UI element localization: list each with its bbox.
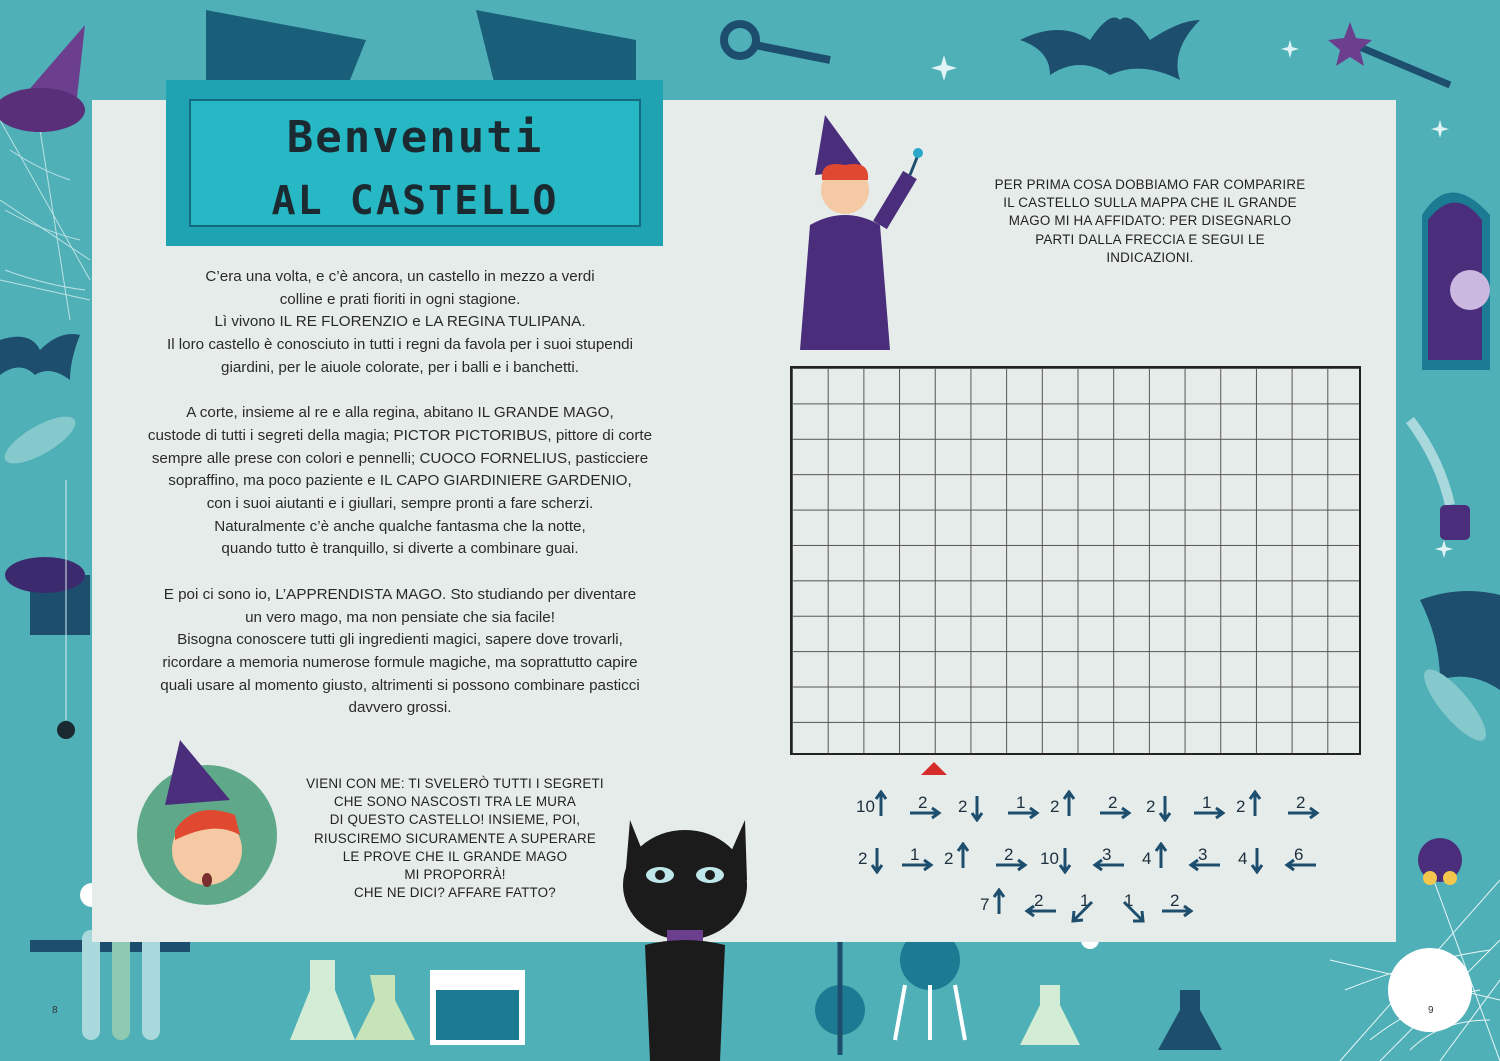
up-arrow-icon [1248,790,1262,818]
direction-count: 2 [944,849,954,868]
direction-count: 3 [1198,845,1208,864]
direction-step [908,790,948,822]
right-arrow-icon [1192,806,1226,820]
direction-step [1114,888,1154,920]
direction-count: 2 [918,793,928,812]
direction-count: 10 [856,797,875,816]
direction-step [1070,888,1110,920]
direction-step [858,842,898,874]
direction-count: 2 [958,797,968,816]
right-arrow-icon [994,858,1028,872]
key-icon [724,24,830,60]
direction-count: 2 [1296,793,1306,812]
spider-icon [1418,838,1462,885]
direction-step [1024,888,1064,920]
direction-step [944,842,984,874]
left-arrow-icon [1188,858,1222,872]
direction-count: 6 [1294,845,1304,864]
apprentice-speech: VIENI CON ME: TI SVELERÒ TUTTI I SEGRETI CHE SONO NASCOSTI TRA LE MURA DI QUESTO CASTELLO! INSIEME, POI, RIUSCIREMO SICURAMENTE A SUPERARE LE PROVE CHE IL GRANDE MAGO MI PROPORRÀ! CHE NE DICI? AFFARE FATTO? [306,776,604,901]
right-arrow-icon [1006,806,1040,820]
quill-icon [1410,420,1470,540]
direction-step [1142,842,1182,874]
down-arrow-icon [1158,794,1172,822]
direction-count: 1 [910,845,920,864]
beaker-icon [430,970,525,1045]
direction-count: 1 [1080,891,1090,910]
map-instructions: PER PRIMA COSA DOBBIAMO FAR COMPARIRE IL CASTELLO SULLA MAPPA CHE IL GRANDE MAGO MI HA AFFIDATO: PER DISEGNARLO PARTI DALLA FRECCIA E SEGUI LE INDICAZIONI. [994,177,1306,265]
down-right-arrow-icon [1122,900,1146,924]
story-text [140,266,660,743]
direction-step [1160,888,1200,920]
direction-count: 2 [1050,797,1060,816]
title-line-1: Benvenuti [286,112,544,163]
up-arrow-icon [1062,790,1076,818]
direction-step [856,790,896,822]
direction-count: 2 [1146,797,1156,816]
spider-web-left [0,120,90,320]
left-arrow-icon [1092,858,1126,872]
up-arrow-icon [874,790,888,818]
down-arrow-icon [1250,846,1264,874]
drawing-grid[interactable] [790,366,1361,755]
black-cat-illustration [605,820,765,1061]
direction-step [1040,842,1080,874]
up-arrow-icon [956,842,970,870]
right-arrow-icon [1286,806,1320,820]
direction-step [1006,790,1046,822]
direction-count: 2 [858,849,868,868]
page-number-right: 9 [1428,1005,1434,1016]
title-line-2: AL CASTELLO [271,178,559,224]
bat-icon [0,334,80,380]
up-arrow-icon [1154,842,1168,870]
witch-hat-icon [0,25,85,132]
right-arrow-icon [900,858,934,872]
direction-count: 7 [980,895,990,914]
direction-count: 1 [1124,891,1134,910]
direction-step [980,888,1020,920]
apprentice-portrait [135,740,280,910]
direction-count: 2 [1034,891,1044,910]
flask-icon [1020,985,1222,1050]
direction-count: 1 [1202,793,1212,812]
down-arrow-icon [1058,846,1072,874]
direction-step [1098,790,1138,822]
mortar-icon [895,930,965,1040]
direction-step [1188,842,1228,874]
direction-step [958,790,998,822]
direction-step [1092,842,1132,874]
direction-step [1286,790,1326,822]
test-tubes-icon [30,930,190,1040]
direction-count: 4 [1238,849,1248,868]
right-arrow-icon [1160,904,1194,918]
direction-step [900,842,940,874]
wizard-illustration [770,115,930,355]
direction-count: 2 [1170,891,1180,910]
start-arrow-icon [921,762,947,775]
up-arrow-icon [992,888,1006,916]
direction-step [1146,790,1186,822]
direction-step [1050,790,1090,822]
down-arrow-icon [870,846,884,874]
right-arrow-icon [908,806,942,820]
feather-icon [0,408,82,472]
page-number-left: 8 [52,1005,58,1016]
distiller-icon [815,940,865,1055]
direction-step [1236,790,1276,822]
left-arrow-icon [1284,858,1318,872]
magic-wand-icon [1328,22,1450,85]
direction-count: 2 [1108,793,1118,812]
direction-step [994,842,1034,874]
direction-count: 3 [1102,845,1112,864]
direction-step [1238,842,1278,874]
down-arrow-icon [970,794,984,822]
castle-window-icon [1422,193,1490,371]
bat-icon [1020,18,1200,81]
direction-count: 10 [1040,849,1059,868]
down-left-arrow-icon [1070,900,1094,924]
magic-hat-icon [5,557,90,635]
story-paragraph: E poi ci sono io, L’APPRENDISTA MAGO. Sto studiando per diventare un vero mago, ma non pensiate che sia facile! Bisogna conoscere tutti gli ingredienti magici, sapere dove trovarli, ricordare a memoria numerose formule magiche, ma soprattutto capire quali usare al momento giusto, altrimenti si possono combinare pasticci davvero grossi. [160,585,640,717]
direction-count: 4 [1142,849,1152,868]
direction-count: 2 [1004,845,1014,864]
story-paragraph: A corte, insieme al re e alla regina, abitano IL GRANDE MAGO, custode di tutti i segreti della magia; PICTOR PICTORIBUS, pittore di corte sempre alle prese con colori e pennelli; CUOCO FORNELIUS, pasticciere sopraffino, ma poco paziente e IL CAPO GIARDINIERE GARDENIO, con i suoi aiutanti e i giullari, sempre pronti a fare scherzi. Naturalmente c’è anche qualche fantasma che la notte, quando tutto è tranquillo, si diverte a combinare guai. [147,404,653,558]
right-arrow-icon [1098,806,1132,820]
flask-icon [290,960,415,1040]
direction-step [1192,790,1232,822]
direction-count: 1 [1016,793,1026,812]
direction-step [1284,842,1324,874]
left-arrow-icon [1024,904,1058,918]
splat-shape [1388,948,1472,1032]
story-paragraph: C’era una volta, e c’è ancora, un castello in mezzo a verdi colline e prati fioriti in ogni stagione. Lì vivono IL RE FLORENZIO e LA REGINA TULIPANA. Il loro castello è conosciuto in tutti i regni da favola per i suoi stupendi giardini, per le aiuole colorate, per i balli e i banchetti. [166,268,633,376]
direction-count: 2 [1236,797,1246,816]
